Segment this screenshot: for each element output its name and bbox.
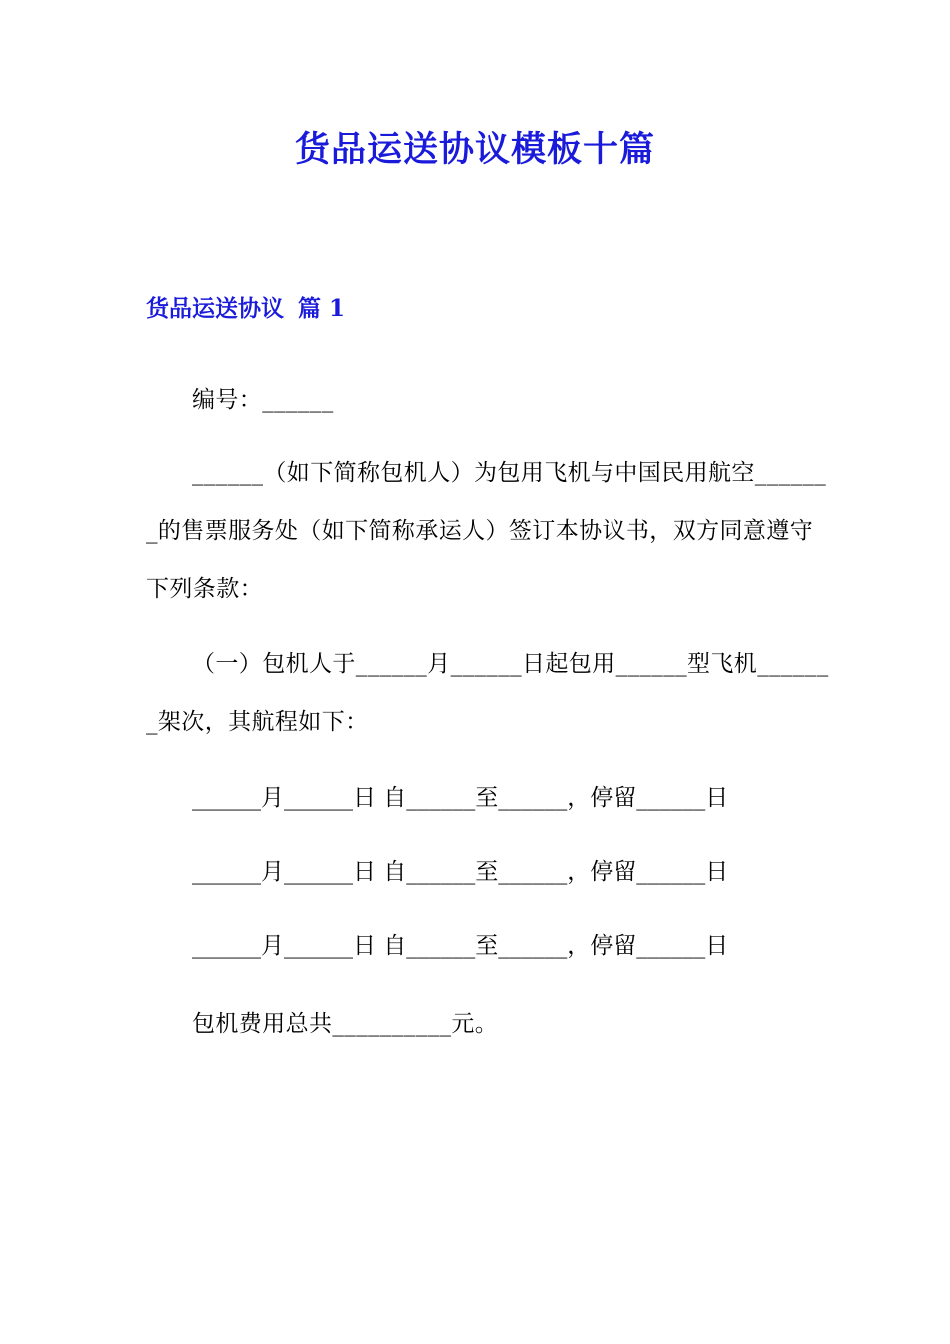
section-number: 篇 1 xyxy=(298,295,346,322)
document-title: 货品运送协议模板十篇 xyxy=(294,129,655,170)
route-line-3: ______月______日 自______至______，停留______日 xyxy=(192,933,729,959)
clause-1-line-2: _架次，其航程如下： xyxy=(146,709,369,735)
intro-line-1: ______（如下简称包机人）为包用飞机与中国民用航空______ xyxy=(192,460,827,486)
route-line-2: ______月______日 自______至______，停留______日 xyxy=(192,859,729,885)
intro-line-2: _的售票服务处（如下简称承运人）签订本协议书，双方同意遵守 xyxy=(146,518,814,544)
section-heading-text: 货品运送协议 xyxy=(146,295,284,322)
section-heading xyxy=(146,292,345,326)
serial-number-line: 编号：______ xyxy=(192,387,334,413)
intro-line-3: 下列条款： xyxy=(146,576,263,602)
clause-1-line-1: （一）包机人于______月______日起包用______型飞机______ xyxy=(192,651,829,677)
route-line-1: ______月______日 自______至______，停留______日 xyxy=(192,785,729,811)
total-fee-line: 包机费用总共__________元。 xyxy=(192,1011,499,1037)
